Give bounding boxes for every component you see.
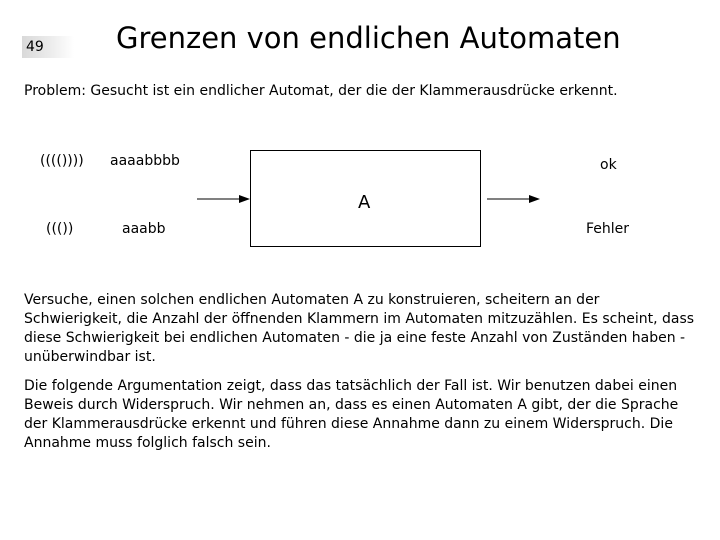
example1-result: ok	[600, 157, 617, 173]
example1-brackets: (((())))	[40, 153, 84, 169]
example2-brackets: ((())	[46, 221, 74, 237]
input-arrow-head	[239, 195, 250, 203]
paragraph-attempts: Versuche, einen solchen endlichen Automaten A zu konstruieren, scheitern an der Schwierigkeit, die Anzahl der öffnenden Klammern im Automaten mitzuzählen. Es scheint, dass diese Schwierigkeit bei endlichen Automaten - die ja eine feste Anzahl von Zuständen haben - unüberwindbar ist.	[24, 292, 695, 365]
slide-title: Grenzen von endlichen Automaten	[116, 21, 621, 55]
example2-result: Fehler	[586, 221, 630, 237]
example1-word: aaaabbbb	[110, 153, 180, 169]
output-arrow-head	[529, 195, 540, 203]
example2-word: aaabb	[122, 221, 166, 237]
slide-number: 49	[26, 39, 44, 55]
problem-statement: Problem: Gesucht ist ein endlicher Automat, der die der Klammerausdrücke erkennt.	[24, 83, 618, 99]
paragraph-argument: Die folgende Argumentation zeigt, dass das tatsächlich der Fall ist. Wir benutzen dabei einen Beweis durch Widerspruch. Wir nehmen an, dass es einen Automaten A gibt, der die Sprache der Klammerausdrücke erkennt und führen diese Annahme dann zu einem Widerspruch. Die Annahme muss folglich falsch sein.	[24, 378, 679, 451]
automaton-label: A	[358, 192, 371, 213]
